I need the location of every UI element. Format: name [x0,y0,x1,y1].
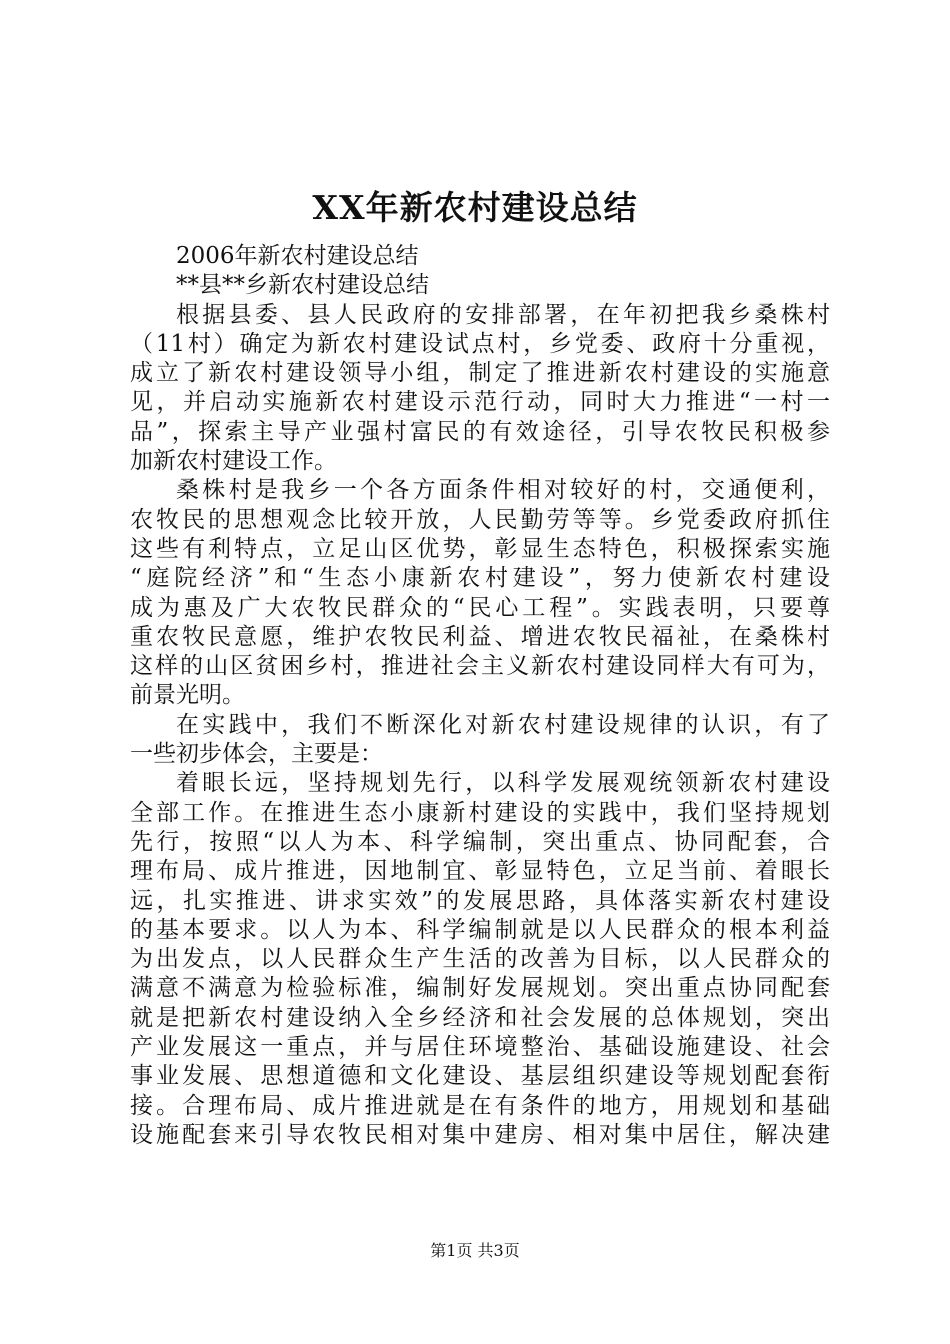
text-line: 前景光明。 [130,682,245,709]
document-body [130,242,830,1150]
text-line: 品”，探索主导产业强村富民的有效途径，引导农牧民积极参 [130,418,830,445]
text-line: **县**乡新农村建设总结 [176,272,429,299]
text-line: 满意不满意为检验标准，编制好发展规划。突出重点协同配套 [130,975,830,1002]
text-line: 加新农村建设工作。 [130,448,337,475]
text-line: 设施配套来引导农牧民相对集中建房、相对集中居住，解决建 [130,1121,830,1148]
document-title: XX年新农村建设总结 [312,188,638,227]
text-line: （11村）确定为新农村建设试点村，乡党委、政府十分重视， [130,330,830,357]
text-line: 理布局、成片推进，因地制宜、彰显特色，立足当前、着眼长 [130,858,830,885]
text-line: 2006年新农村建设总结 [176,243,419,269]
text-line: 就是把新农村建设纳入全乡经济和社会发展的总体规划，突出 [130,1004,830,1031]
text-line: 见，并启动实施新农村建设示范行动，同时大力推进“一村一 [130,389,830,416]
text-line: 远，扎实推进、讲求实效”的发展思路，具体落实新农村建设 [130,887,830,914]
text-line: 事业发展、思想道德和文化建设、基层组织建设等规划配套衔 [130,1063,830,1090]
text-line: “庭院经济”和“生态小康新农村建设”，努力使新农村建设 [130,565,830,592]
text-line: 的基本要求。以人为本、科学编制就是以人民群众的根本利益 [130,916,830,943]
text-line: 这样的山区贫困乡村，推进社会主义新农村建设同样大有可为， [130,653,830,680]
text-line: 农牧民的思想观念比较开放，人民勤劳等等。乡党委政府抓住 [130,506,830,533]
text-line: 重农牧民意愿，维护农牧民利益、增进农牧民福祉，在桑株村 [130,623,830,650]
text-line: 在实践中，我们不断深化对新农村建设规律的认识，有了 [176,711,830,738]
text-line: 着眼长远，坚持规划先行，以科学发展观统领新农村建设 [176,770,830,797]
text-line: 成为惠及广大农牧民群众的“民心工程”。实践表明，只要尊 [130,594,830,621]
text-line: 这些有利特点，立足山区优势，彰显生态特色，积极探索实施 [130,535,830,562]
text-line: 根据县委、县人民政府的安排部署，在年初把我乡桑株村 [176,301,830,328]
text-line: 产业发展这一重点，并与居住环境整治、基础设施建设、社会 [130,1034,830,1061]
text-line: 为出发点，以人民群众生产生活的改善为目标，以人民群众的 [130,946,830,973]
page-footer: 第1页 共3页 [430,1241,520,1260]
text-line: 先行，按照“以人为本、科学编制，突出重点、协同配套，合 [130,828,830,855]
text-line: 成立了新农村建设领导小组，制定了推进新农村建设的实施意 [130,360,830,387]
text-line: 一些初步体会，主要是： [130,741,383,768]
text-line: 全部工作。在推进生态小康新村建设的实践中，我们坚持规划 [130,799,830,826]
text-line: 桑株村是我乡一个各方面条件相对较好的村，交通便利， [176,477,830,504]
text-line: 接。合理布局、成片推进就是在有条件的地方，用规划和基础 [130,1092,830,1119]
